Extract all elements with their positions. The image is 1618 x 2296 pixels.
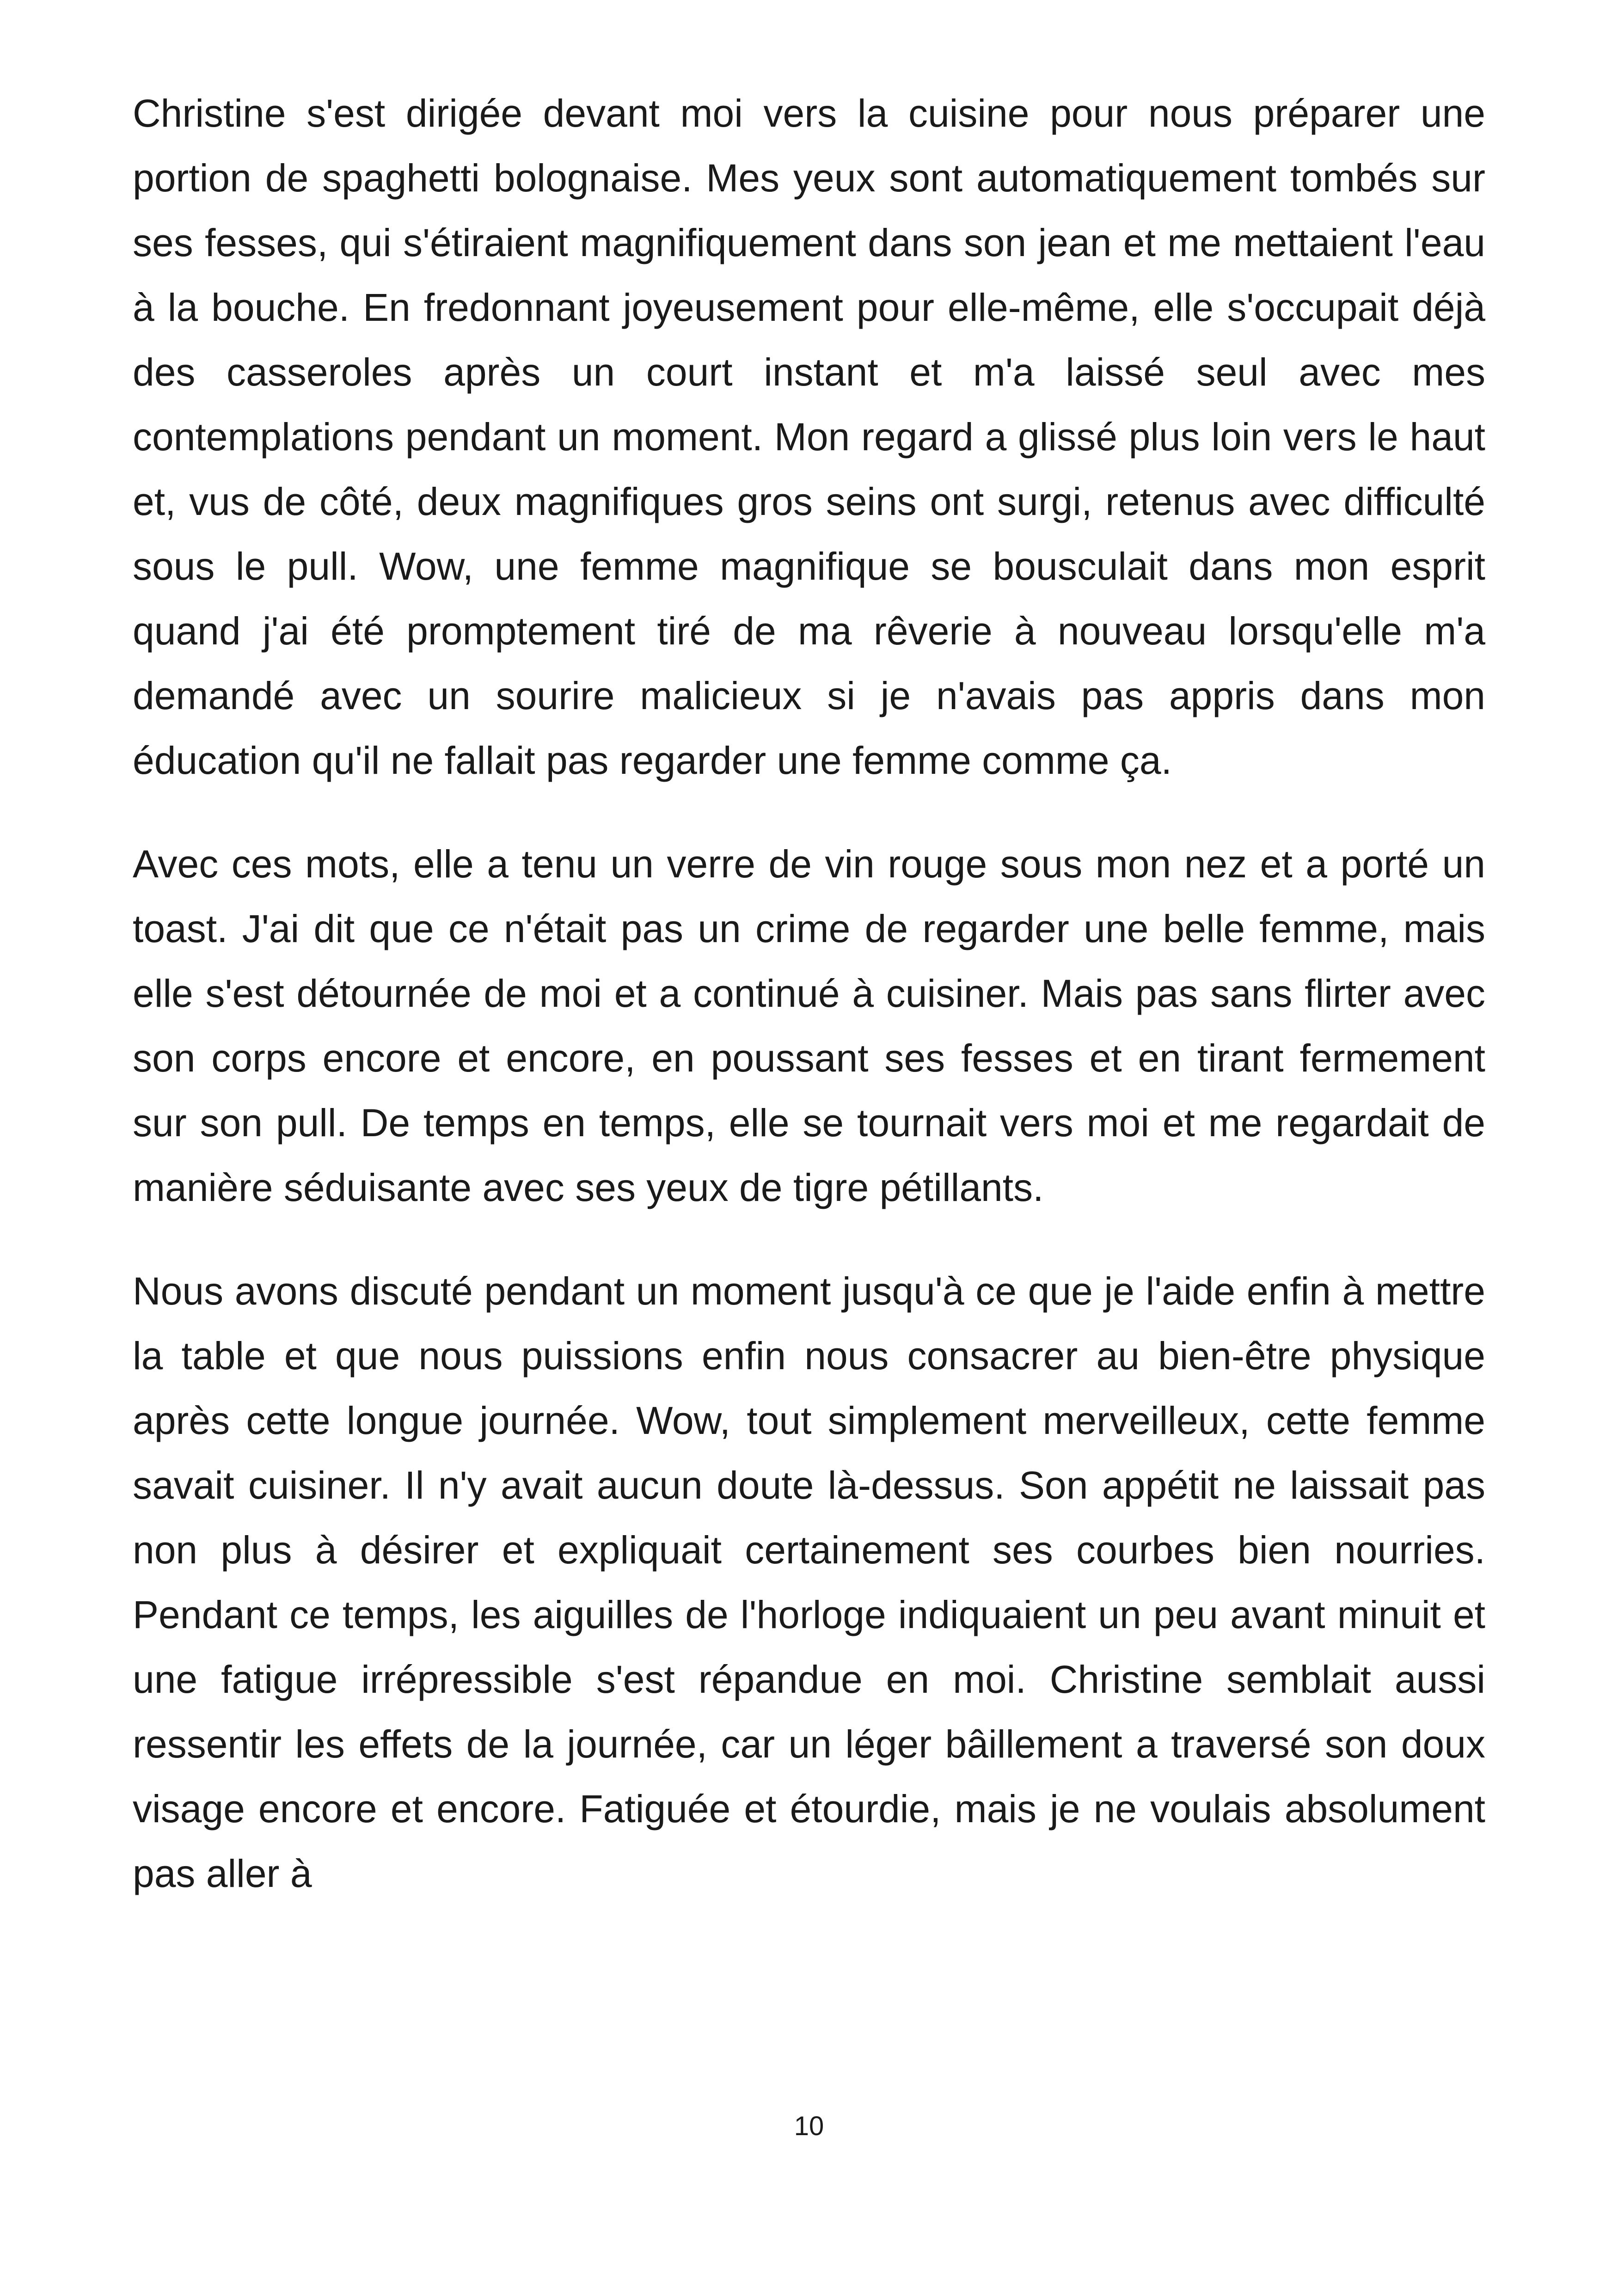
paragraph-1: Christine s'est dirigée devant moi vers la cuisine pour nous préparer une portion de spaghetti bolognaise. Mes yeux sont automatiquement tombés sur ses fesses, qui s'étiraient magnifiquement dans son jean et me mettaient l'eau à la bouche. En fredonnant joyeusement pour elle-même, elle s'occupait déjà des casseroles après un court instant et m'a laissé seul avec mes contemplations pendant un moment. Mon regard a glissé plus loin vers le haut et, vus de côté, deux magnifiques gros seins ont surgi, retenus avec difficulté sous le pull. Wow, une femme magnifique se bousculait dans mon esprit quand j'ai été promptement tiré de ma rêverie à nouveau lorsqu'elle m'a demandé avec un sourire malicieux si je n'avais pas appris dans mon éducation qu'il ne fallait pas regarder une femme comme ça. [133,92,1485,782]
page-number: 10 [794,2111,824,2141]
paragraph-3: Nous avons discuté pendant un moment jusqu'à ce que je l'aide enfin à mettre la table et que nous puissions enfin nous consacrer au bien-être physique après cette longue journée. Wow, tout simplement merveilleux, cette femme savait cuisiner. Il n'y avait aucun doute là-dessus. Son appétit ne laissait pas non plus à désirer et expliquait certainement ses courbes bien nourries. Pendant ce temps, les aiguilles de l'horloge indiquaient un peu avant minuit et une fatigue irrépressible s'est répandue en moi. Christine semblait aussi ressentir les effets de la journée, car un léger bâillement a traversé son doux visage encore et encore. Fatiguée et étourdie, mais je ne voulais absolument pas aller à [133,1269,1485,1895]
body-text [133,81,1485,1906]
paragraph-2: Avec ces mots, elle a tenu un verre de vin rouge sous mon nez et a porté un toast. J'ai dit que ce n'était pas un crime de regarder une belle femme, mais elle s'est détournée de moi et a continué à cuisiner. Mais pas sans flirter avec son corps encore et encore, en poussant ses fesses et en tirant fermement sur son pull. De temps en temps, elle se tournait vers moi et me regardait de manière séduisante avec ses yeux de tigre pétillants. [133,842,1485,1209]
